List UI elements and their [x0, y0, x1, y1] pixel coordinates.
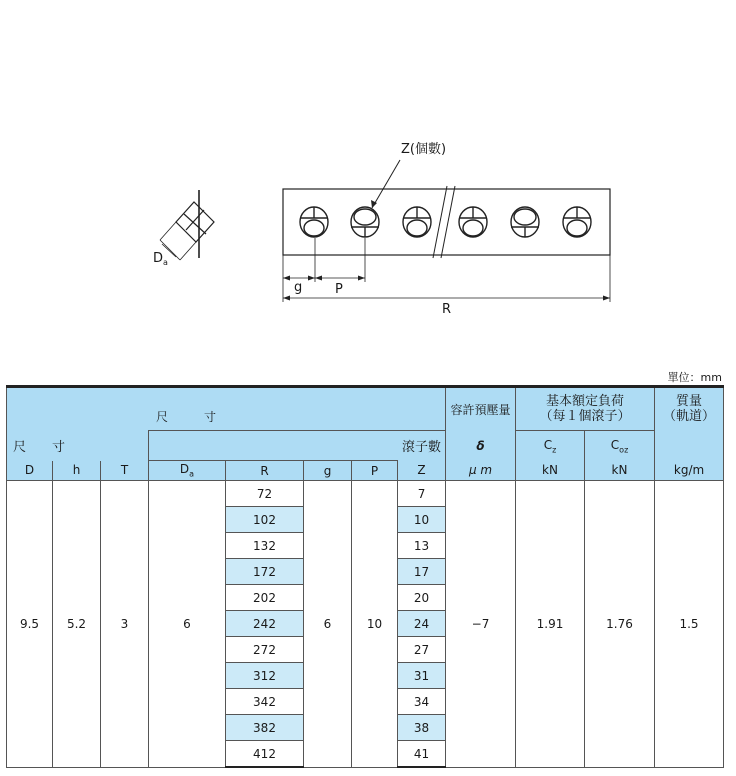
- p-label: P: [335, 282, 343, 297]
- col-R: R: [226, 461, 304, 481]
- cell-h: 5.2: [53, 481, 101, 768]
- col-g: g: [304, 461, 352, 481]
- cell-R: 72: [226, 481, 304, 507]
- cell-Z: 38: [398, 715, 446, 741]
- preload-symbol: δ: [446, 431, 516, 461]
- cell-R: 102: [226, 507, 304, 533]
- unit-note: 單位：mm: [667, 371, 722, 384]
- cell-Z: 10: [398, 507, 446, 533]
- spec-table: [6, 385, 724, 768]
- dims-sub-header: 尺 寸: [7, 431, 149, 461]
- r-label: R: [442, 302, 452, 317]
- col-Z: Z: [398, 461, 446, 481]
- cell-Z: 7: [398, 481, 446, 507]
- z-count-label: Z(個數): [401, 142, 447, 157]
- cell-Z: 27: [398, 637, 446, 663]
- preload-unit: μ m: [446, 461, 516, 481]
- cell-R: 172: [226, 559, 304, 585]
- cell-R: 272: [226, 637, 304, 663]
- cell-P: 10: [352, 481, 398, 768]
- coz-header: $C_{oz}$: [585, 431, 655, 461]
- mass-blank: [655, 431, 724, 461]
- mass-unit: kg/m: [655, 461, 724, 481]
- cell-T: 3: [101, 481, 149, 768]
- col-D: D: [7, 461, 53, 481]
- cell-R: 132: [226, 533, 304, 559]
- cell-Cz: 1.91: [516, 481, 585, 768]
- cell-Z: 17: [398, 559, 446, 585]
- cell-R: 412: [226, 741, 304, 768]
- g-label: g: [294, 280, 303, 295]
- cell-Z: 31: [398, 663, 446, 689]
- col-P: P: [352, 461, 398, 481]
- table-header: [7, 387, 724, 481]
- cell-mass: 1.5: [655, 481, 724, 768]
- col-h: h: [53, 461, 101, 481]
- cell-Z: 34: [398, 689, 446, 715]
- da-label: $D_a$: [153, 251, 168, 267]
- cell-Z: 20: [398, 585, 446, 611]
- roller-side-view: [160, 190, 214, 260]
- coz-unit: kN: [585, 461, 655, 481]
- table-body: [7, 481, 724, 768]
- cell-R: 342: [226, 689, 304, 715]
- mass-title: 質量 （軌道）: [655, 387, 724, 431]
- roller-count-header: 滾子數: [149, 431, 446, 461]
- col-Da: $D_a$: [149, 461, 226, 481]
- cell-delta: −7: [446, 481, 516, 768]
- table-row: [7, 481, 724, 507]
- cell-g: 6: [304, 481, 352, 768]
- cell-R: 382: [226, 715, 304, 741]
- cell-Coz: 1.76: [585, 481, 655, 768]
- cell-R: 202: [226, 585, 304, 611]
- rail-strip-outline: [283, 189, 610, 255]
- col-T: T: [101, 461, 149, 481]
- cell-Z: 24: [398, 611, 446, 637]
- cz-unit: kN: [516, 461, 585, 481]
- cell-R: 312: [226, 663, 304, 689]
- cell-D: 9.5: [7, 481, 53, 768]
- cz-header: $C_z$: [516, 431, 585, 461]
- roller-rail-drawing: [0, 0, 736, 330]
- cell-Z: 13: [398, 533, 446, 559]
- cell-Da: 6: [149, 481, 226, 768]
- cell-Z: 41: [398, 741, 446, 768]
- preload-title: 容許預壓量: [446, 387, 516, 431]
- dims-group-header: 尺 寸: [7, 387, 446, 431]
- rating-title: 基本額定負荷 （每１個滾子）: [516, 387, 655, 431]
- cell-R: 242: [226, 611, 304, 637]
- dimension-lines: [160, 238, 610, 302]
